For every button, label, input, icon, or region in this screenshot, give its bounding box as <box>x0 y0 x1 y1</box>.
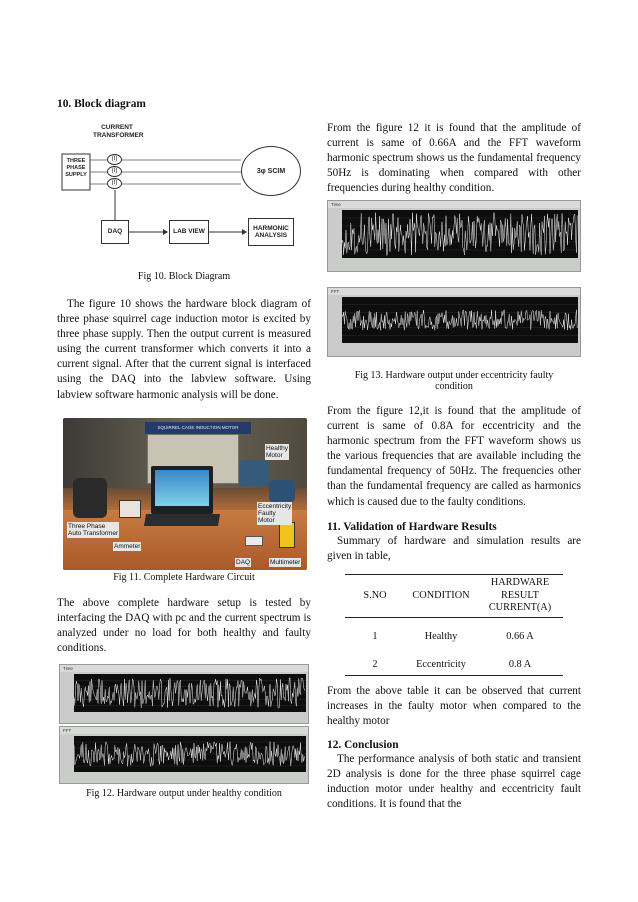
table-cell-condition: Eccentricity <box>416 659 466 671</box>
section-heading-conclusion: 12. Conclusion <box>327 739 399 751</box>
ct-label-line1: CURRENT <box>101 124 133 131</box>
validation-intro: Summary of hardware and simulation results are given in table, <box>327 535 581 563</box>
photo-label-ammeter: Ammeter <box>114 543 141 550</box>
section-heading-validation: 11. Validation of Hardware Results <box>327 521 497 533</box>
fig12-time-panel <box>59 664 309 724</box>
table-cell-current: 0.8 A <box>508 659 532 671</box>
faulty-line3: Motor <box>258 517 275 524</box>
healthy-line1: Healthy <box>266 445 289 452</box>
fig12-time-titlebar: Time <box>60 665 308 672</box>
labview-box: LAB VIEW <box>169 220 209 244</box>
photo-autotransformer <box>73 478 107 518</box>
table-cell-condition: Healthy <box>424 630 458 642</box>
ct-symbol-3: (I) <box>107 178 122 189</box>
harmonic-analysis-box <box>248 218 294 246</box>
autotransformer-line2: Auto Transformer <box>68 530 119 537</box>
current-transformer-label <box>93 124 144 140</box>
photo-laptop-screen <box>155 470 209 506</box>
table-header-hardware <box>477 575 563 618</box>
supply-line2: PHASE <box>66 165 86 171</box>
table-row <box>345 645 563 675</box>
photo-label-multimeter: Multimeter <box>270 559 301 566</box>
harmonic-line2: ANALYSIS <box>254 232 288 239</box>
fig12-time-waveform <box>74 674 306 718</box>
section-heading-block-diagram: 10. Block diagram <box>57 98 146 110</box>
fig12-fft-panel <box>59 726 309 784</box>
table-header-condition: CONDITION <box>412 590 470 602</box>
table-header-row <box>345 575 563 618</box>
photo-healthy-motor <box>239 460 269 486</box>
hardware-photo <box>63 418 307 570</box>
fig13-time-panel <box>327 200 581 272</box>
photo-faulty-motor <box>269 480 295 502</box>
hardware-header-line3: CURRENT(A) <box>488 602 552 613</box>
left-paragraph-2: The above complete hardware setup is tested by interfacing the DAQ with pc and the current spectrum is analyzed under no load for both healthy and faulty conditions. <box>57 597 311 655</box>
three-phase-supply-label <box>62 158 90 179</box>
left-paragraph-1: The figure 10 shows the hardware block diagram of three phase squirrel cage induction motor is excited by three phase supply. Then the output current is measured using the current transformer which converts it into a current signal. After that the current signal is interfaced using the DAQ into the labview software. Using labview software harmonic analysis will be done. <box>57 298 311 401</box>
fig10-caption: Fig 10. Block Diagram <box>137 271 231 282</box>
fig13-fft-panel <box>327 287 581 357</box>
fig12-fft-waveform <box>74 736 306 778</box>
fig13-time-waveform <box>342 210 578 264</box>
hardware-header-line1: HARDWARE <box>490 577 550 588</box>
fig13-time-titlebar: Time <box>328 201 580 208</box>
healthy-line2: Motor <box>266 452 283 459</box>
right-paragraph-2: From the figure 12,it is found that the amplitude of current is same of 0.8A for eccentricity and the harmonic spectrum from the FFT waveform shows us the various frequencies that are available including the fundamental frequency of 50Hz. The frequencies other than the fundamental frequency are called as harmonics which is caused due to the faulty conditions. <box>327 405 581 508</box>
table-row <box>345 617 563 645</box>
ct-label-line2: TRANSFORMER <box>93 132 144 139</box>
photo-ammeter <box>119 500 141 518</box>
fig13-fft-titlebar: FFT <box>328 288 580 295</box>
results-table <box>345 574 563 676</box>
photo-banner: SQUIRREL CAGE INDUCTION MOTOR <box>145 422 251 434</box>
block-diagram-figure <box>59 120 309 260</box>
photo-label-daq: DAQ <box>236 559 251 566</box>
faulty-line1: Eccentricity <box>258 503 292 510</box>
fig12-caption: Fig 12. Hardware output under healthy condition <box>86 788 282 799</box>
photo-multimeter <box>279 522 295 548</box>
photo-label-healthy <box>265 444 289 460</box>
faulty-line2: Faulty <box>258 510 276 517</box>
right-paragraph-3: From the above table it can be observed that current increases in the faulty motor when compared to the healthy motor <box>327 685 581 728</box>
fig13-caption-line1: Fig 13. Hardware output under eccentricity faulty <box>354 370 554 381</box>
ct-symbol-1: (I) <box>107 154 122 165</box>
daq-box: DAQ <box>101 220 129 244</box>
photo-daq <box>245 536 263 546</box>
harmonic-line1: HARMONIC <box>253 224 289 232</box>
fig11-caption: Fig 11. Complete Hardware Circuit <box>113 572 255 583</box>
right-paragraph-1: From the figure 12 it is found that the amplitude of current is same of 0.66A and the FFT waveform harmonic spectrum shows us the fundamental frequency 50Hz is dominating when compared with other frequencies during healthy condition. <box>327 122 581 195</box>
conclusion-paragraph: The performance analysis of both static and transient 2D analysis is done for the three phase squirrel cage induction motor under healthy and eccentricity fault conditions. It is found that the <box>327 753 581 811</box>
photo-label-faulty <box>257 502 292 525</box>
supply-line3: SUPPLY <box>65 172 87 178</box>
table-cell-sno: 2 <box>372 659 378 671</box>
photo-label-autotransformer <box>67 522 119 538</box>
table-cell-current: 0.66 A <box>506 630 534 642</box>
table-cell-sno: 1 <box>372 630 378 642</box>
table-header-sno: S.NO <box>363 590 387 602</box>
ct-symbol-2: (I) <box>107 166 122 177</box>
motor-circle: 3φ SCIM <box>241 146 301 196</box>
hardware-header-line2: RESULT <box>501 589 539 601</box>
autotransformer-line1: Three Phase <box>68 523 106 530</box>
fig13-fft-waveform <box>342 297 578 349</box>
fig13-caption <box>327 370 581 392</box>
supply-line1: THREE <box>66 158 86 164</box>
photo-laptop <box>151 466 213 514</box>
fig13-caption-line2: condition <box>435 381 473 392</box>
photo-laptop-base <box>144 514 220 526</box>
fig12-fft-titlebar: FFT <box>60 727 308 734</box>
